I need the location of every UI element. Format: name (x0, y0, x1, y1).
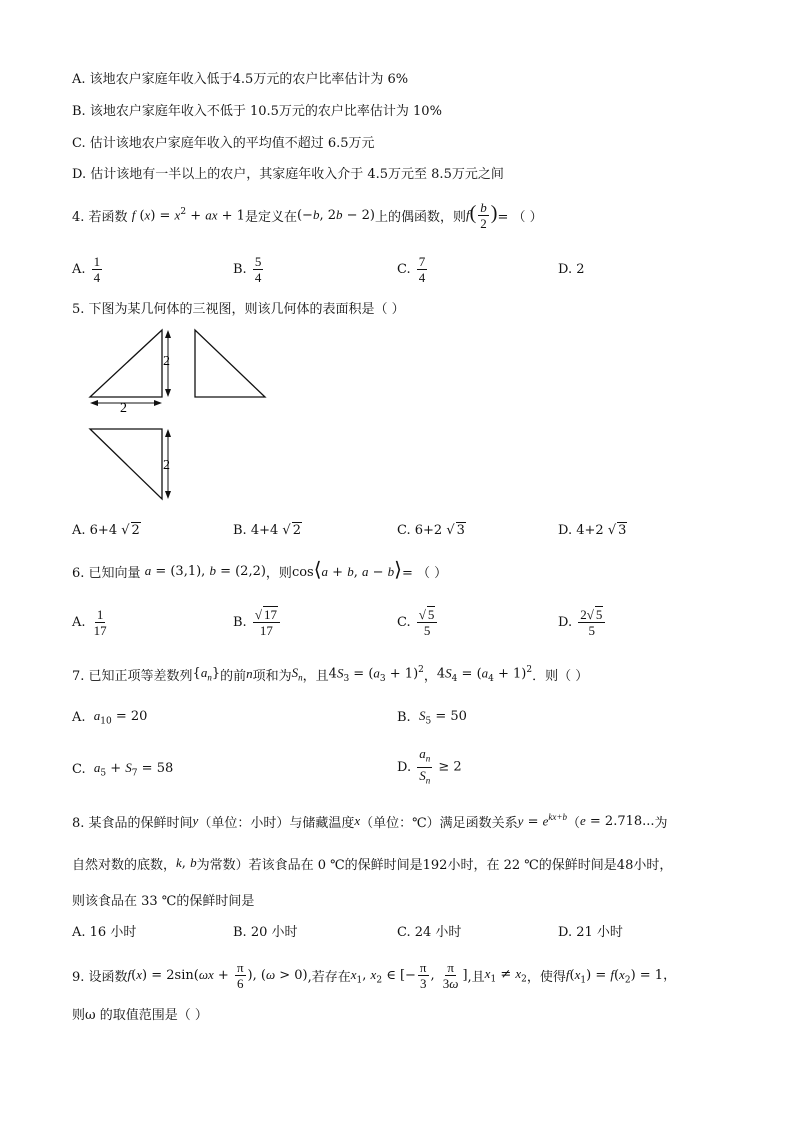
arrow-left-icon (90, 400, 98, 406)
q6-stem (72, 556, 447, 586)
front-view-triangle (90, 330, 162, 397)
q6-option-d-coef: 2 (580, 607, 587, 622)
q5-option-a: A. 6+4 √ 2 (72, 522, 140, 538)
q8-option-b: B. 20 小时 (233, 925, 298, 940)
q5-option-c-label: C. 6+2 (397, 522, 443, 538)
q7-option-c (72, 758, 173, 780)
q4-option-c-num: 7 (418, 253, 426, 269)
q5-option-d: D. 4+2 √ 3 (558, 522, 627, 538)
q8-line-2 (72, 852, 672, 874)
q8-line1-a: 8. 某食品的保鲜时间 (72, 815, 193, 831)
q8-option-a: A. 16 小时 (72, 925, 137, 940)
q6-option-c-den: 5 (423, 623, 431, 638)
q7-option-b (397, 706, 467, 728)
q4-option-b-num: 5 (254, 253, 262, 269)
q6-option-c: C. $\frac{√ 5}{5}$ (397, 602, 439, 642)
q7-option-a-label: A. (72, 709, 86, 725)
q8-function: $y = e^{kx+b}$ (517, 812, 567, 830)
q4-prefix: 4. 若函数 (72, 209, 128, 225)
q6-option-b-den: 17 (259, 623, 273, 638)
q8-option-c: C. 24 小时 (397, 925, 462, 940)
q7-option-d-expr: $\frac{a_n}{S_n}$ ≥ 2 (419, 745, 462, 786)
front-width-label: 2 (120, 401, 127, 416)
q7-mid1: 的前 (220, 668, 247, 684)
q5-stem: 5. 下图为某几何体的三视图，则该几何体的表面积是（ ） (72, 302, 405, 317)
q8-option-d: D. 21 小时 (558, 925, 623, 940)
q7-stem (72, 662, 588, 686)
q8-line1-b: （单位：小时）与储藏温度 (198, 815, 355, 831)
q6-option-c-label: C. (397, 614, 411, 630)
q6-prefix: 6. 已知向量 (72, 565, 141, 581)
q7-option-a-expr: $a_{10} = 20$ (93, 707, 148, 727)
q7-option-d-label: D. (397, 759, 412, 775)
q5-option-a-label: A. 6+4 (72, 522, 118, 538)
q3-option-c: C. 估计该地农户家庭年收入的平均值不超过 6.5万元 (72, 136, 375, 151)
q7-condition-2: $4S_4 = (a_4 + 1)^2$ (436, 664, 533, 684)
q4-option-a-label: A. (72, 261, 86, 277)
q6-option-a-den: 17 (93, 622, 107, 638)
q6-suffix: = （ ） (401, 565, 448, 581)
q4-option-d: D. 2 (558, 262, 585, 277)
q6-option-b-label: B. (233, 614, 247, 630)
q9-prefix: 9. 设函数 (72, 969, 128, 985)
q7-option-b-label: B. (397, 709, 411, 725)
q5-option-b-label: B. 4+4 (233, 522, 279, 538)
q6-option-d-label: D. (558, 614, 573, 630)
q7-sep: ， (423, 668, 437, 684)
q9-function: f(x) = 2sin(ωx + $\frac{\pi}{6}$ ), (ω > 0) (127, 959, 308, 991)
q5-option-a-radicand: 2 (131, 523, 140, 538)
q4-option-c-label: C. (397, 261, 411, 277)
arrow-up-icon (165, 429, 171, 437)
q4-function-formula: f $(x) = x^2$ + ax + 1 (131, 206, 245, 224)
q3-option-d: D. 估计该地有一半以上的农户，其家庭年收入介于 4.5万元至 8.5万元之间 (72, 167, 504, 182)
q6-option-a-label: A. (72, 614, 86, 630)
q5-option-c-radicand: 3 (456, 523, 465, 538)
q6-option-d-den: 5 (588, 623, 596, 638)
q6-option-c-radicand: 5 (427, 607, 435, 622)
q8-e-value: e = 2.718... (579, 813, 655, 829)
q7-suffix: ．则（ ） (532, 668, 589, 684)
q8-line1-c: （单位：℃）满足函数关系 (360, 815, 518, 831)
q7-sn: $S_n$ (291, 665, 303, 683)
q6-option-d: D. $\frac{2√ 5}{5}$ (558, 602, 607, 642)
arrow-up-icon (165, 330, 171, 338)
q7-option-b-expr: $S_5 = 50$ (418, 707, 467, 727)
q9-interval: $x_1$, $x_2$ ∈ [− $\frac{\pi}{3}$ , $\frac{\pi}{3\omega}$ ] (350, 959, 468, 991)
q8-line-3: 则该食品在 33 ℃的保鲜时间是 (72, 894, 255, 909)
q4-stem (72, 198, 543, 232)
q4-option-a-den: 4 (93, 269, 101, 285)
q6-option-a (72, 602, 111, 642)
q5-option-b-radicand: 2 (292, 523, 301, 538)
arrow-down-icon (165, 389, 171, 397)
arrow-down-icon (165, 491, 171, 499)
q9-mid3: ，使得 (526, 969, 566, 985)
q8-line-1 (72, 810, 668, 832)
q4-option-b (233, 250, 265, 288)
q9-ne: $x_1 \ne x_2$ (484, 965, 527, 985)
q6-mid: ，则 (265, 565, 292, 581)
q6-vectors: a = (3,1), b = (2,2) (144, 563, 266, 579)
q7-option-c-label: C. (72, 761, 86, 777)
q5-option-d-label: D. 4+2 (558, 522, 604, 538)
q3-option-a: A. 该地农户家庭年收入低于4.5万元的农户比率估计为 6% (72, 72, 409, 87)
q4-option-b-den: 4 (254, 269, 262, 285)
arrow-right-icon (154, 400, 162, 406)
q4-mid2: 上的偶函数，则 (374, 209, 466, 225)
q4-target-expr: f( $\frac{b}{2}$ ) (466, 199, 498, 231)
q8-line2-a: 自然对数的底数， (72, 857, 177, 873)
q7-mid2: 项和为 (252, 668, 292, 684)
q8-x-var: x (354, 813, 361, 828)
q3-option-b: B. 该地农户家庭年收入不低于 10.5万元的农户比率估计为 10% (72, 104, 442, 119)
q5-three-view-figure (82, 322, 282, 507)
q7-option-a (72, 706, 147, 728)
q9-stem (72, 956, 676, 994)
q7-n: n (246, 666, 253, 681)
front-height-label: 2 (163, 354, 170, 369)
q4-option-c (397, 250, 429, 288)
q8-y-var: y (192, 813, 199, 828)
q5-option-b: B. 4+4 √ 2 (233, 522, 301, 538)
q8-line1-e: 为 (654, 815, 668, 831)
q4-option-c-den: 4 (418, 269, 426, 285)
q4-option-a-num: 1 (93, 253, 101, 269)
q9-mid2: ,且 (467, 969, 485, 985)
top-view-triangle (90, 429, 162, 499)
q8-constants: k, b (176, 855, 197, 871)
q7-mid3: ，且 (302, 668, 329, 684)
q6-cos-expr: cos⟨a + b, a − b⟩ (291, 558, 402, 581)
q8-line1-d: （ (566, 815, 580, 831)
q5-option-c: C. 6+2 √ 3 (397, 522, 465, 538)
q8-line2-b: 为常数）若该食品在 0 ℃的保鲜时间是192小时，在 22 ℃的保鲜时间是48小时， (196, 857, 673, 873)
q7-option-c-expr: $a_5 + S_7 = 58$ (93, 759, 174, 779)
top-height-label: 2 (163, 458, 170, 473)
q9-line-2: 则ω 的取值范围是（ ） (72, 1008, 208, 1023)
q4-option-b-label: B. (233, 261, 247, 277)
side-view-triangle (195, 330, 265, 397)
q4-interval: (−b, 2b − 2) (296, 207, 375, 223)
q9-equation: $f(x_1) = f(x_2) = 1$， (565, 967, 677, 986)
q6-option-b: B. $\frac{√ 17}{17}$ (233, 602, 282, 642)
q9-mid1: ,若存在 (307, 969, 351, 985)
q6-option-b-radicand: 17 (263, 607, 277, 622)
q4-mid: 是定义在 (244, 209, 297, 225)
q7-condition-1: $4S_3 = (a_3 + 1)^2$ (328, 664, 424, 684)
q4-suffix: = （ ） (497, 209, 543, 225)
q6-option-a-num: 1 (96, 606, 104, 622)
q4-option-a (72, 250, 104, 288)
q7-sequence: $\{a_n\}$ (192, 665, 221, 683)
q7-option-d (397, 746, 462, 788)
q7-prefix: 7. 已知正项等差数列 (72, 668, 193, 684)
q6-option-d-radicand: 5 (595, 607, 603, 622)
q5-option-d-radicand: 3 (618, 523, 627, 538)
